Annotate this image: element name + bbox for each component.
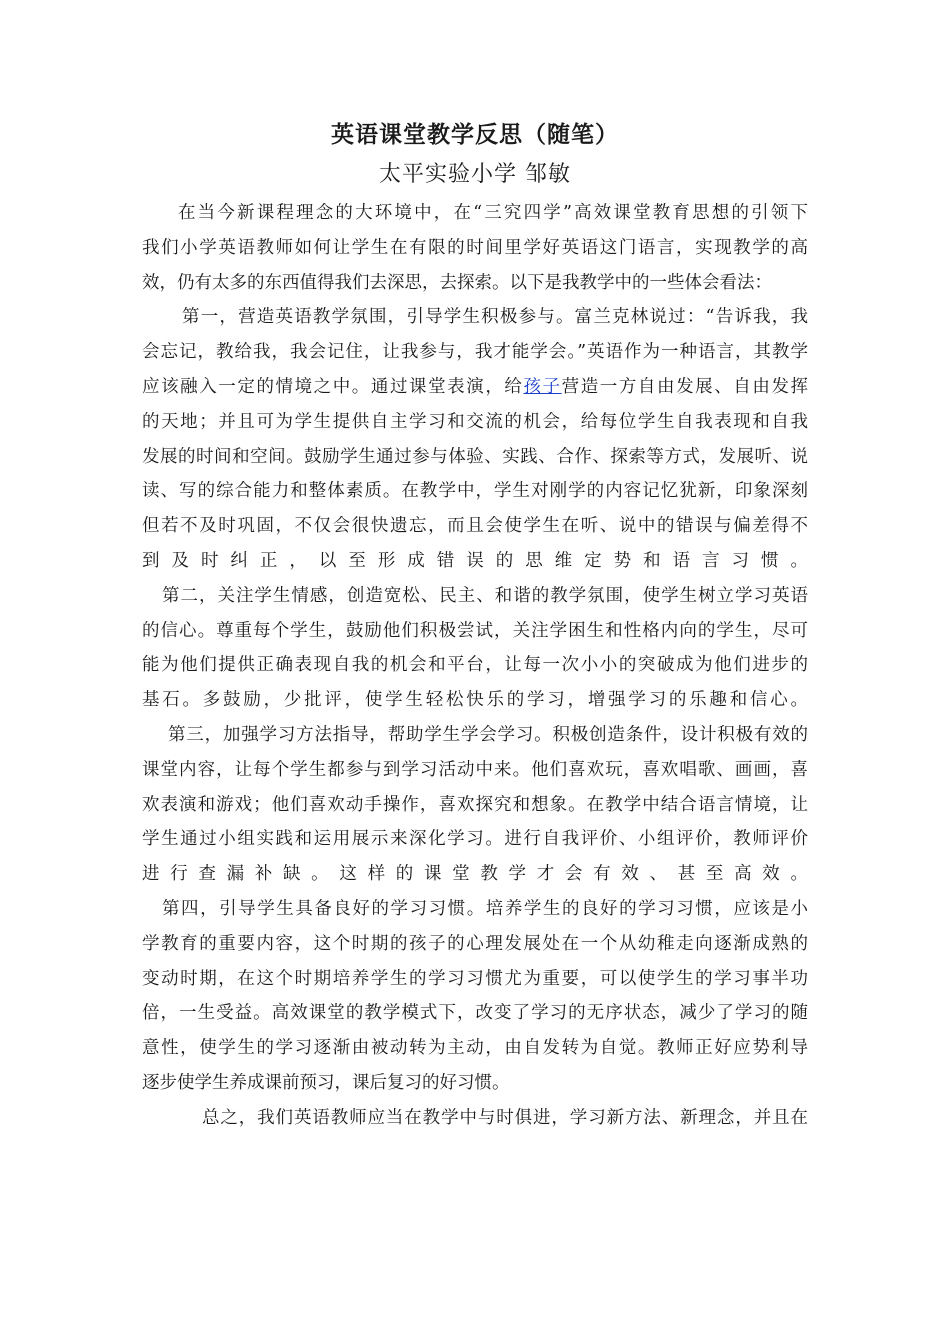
text-line bbox=[142, 370, 808, 405]
document-author: 太平实验小学 邹敏 bbox=[379, 162, 571, 187]
text-line: 但若不及时巩固，不仅会很快遗忘，而且会使学生在听、说中的错误与偏差得不 bbox=[142, 516, 808, 537]
text-line: 课堂内容，让每个学生都参与到学习活动中来。他们喜欢玩，喜欢唱歌、画画，喜 bbox=[142, 759, 808, 780]
text-line: 的天地；并且可为学生提供自主学习和交流的机会，给每位学生自我表现和自我 bbox=[142, 411, 808, 432]
line-text-after: 营造一方自由发展、自由发挥 bbox=[561, 376, 809, 397]
text-line: 我们小学英语教师如何让学生在有限的时间里学好英语这门语言，实现教学的高 bbox=[142, 237, 808, 258]
text-line: 第四，引导学生具备良好的学习习惯。培养学生的良好的学习习惯，应该是小 bbox=[162, 898, 808, 919]
text-line: 第一，营造英语教学氛围，引导学生积极参与。富兰克林说过：“告诉我，我 bbox=[182, 307, 808, 328]
text-line: 基石。多鼓励，少批评，使学生轻松快乐的学习，增强学习的乐趣和信心。 bbox=[142, 690, 808, 711]
text-line: 意性，使学生的学习逐渐由被动转为主动，由自发转为自觉。教师正好应势利导 bbox=[142, 1038, 808, 1059]
text-line: 学教育的重要内容，这个时期的孩子的心理发展处在一个从幼稚走向逐渐成熟的 bbox=[142, 933, 808, 954]
text-line: 倍，一生受益。高效课堂的教学模式下，改变了学习的无序状态，减少了学习的随 bbox=[142, 1003, 808, 1024]
text-line: 变动时期，在这个时期培养学生的学习习惯尤为重要，可以使学生的学习事半功 bbox=[142, 968, 808, 989]
text-line: 能为他们提供正确表现自我的机会和平台，让每一次小小的突破成为他们进步的 bbox=[142, 655, 808, 676]
text-line: 读、写的综合能力和整体素质。在教学中，学生对刚学的内容记忆犹新，印象深刻 bbox=[142, 481, 808, 502]
text-line: 进行查漏补缺。这样的课堂教学才会有效、甚至高效。 bbox=[142, 864, 808, 885]
line-text-before: 应该融入一定的情境之中。通过课堂表演，给 bbox=[142, 376, 524, 397]
text-line: 的信心。尊重每个学生，鼓励他们积极尝试，关注学困生和性格内向的学生，尽可 bbox=[142, 620, 808, 641]
text-line: 会忘记，教给我，我会记住，让我参与，我才能学会。”英语作为一种语言，其教学 bbox=[142, 342, 808, 363]
hyperlink-haizi[interactable]: 孩子 bbox=[523, 376, 562, 397]
document-body bbox=[142, 196, 808, 1136]
text-line: 到及时纠正，以至形成错误的思维定势和语言习惯。 bbox=[142, 550, 808, 571]
text-line: 效，仍有太多的东西值得我们去深思，去探索。以下是我教学中的一些体会看法： bbox=[142, 272, 772, 293]
document-title: 英语课堂教学反思（随笔） bbox=[331, 121, 619, 148]
text-line: 欢表演和游戏；他们喜欢动手操作，喜欢探究和想象。在教学中结合语言情境，让 bbox=[142, 794, 808, 815]
text-line: 第二，关注学生情感，创造宽松、民主、和谐的教学氛围，使学生树立学习英语 bbox=[162, 585, 808, 606]
text-line: 逐步使学生养成课前预习，课后复习的好习惯。 bbox=[142, 1072, 510, 1093]
text-line: 第三，加强学习方法指导，帮助学生学会学习。积极创造条件，设计积极有效的 bbox=[168, 724, 808, 745]
text-line: 学生通过小组实践和运用展示来深化学习。进行自我评价、小组评价，教师评价 bbox=[142, 829, 808, 850]
text-line: 在当今新课程理念的大环境中，在“三究四学”高效课堂教育思想的引领下 bbox=[178, 203, 808, 223]
text-line: 总之，我们英语教师应当在教学中与时俱进，学习新方法、新理念，并且在 bbox=[202, 1107, 808, 1128]
text-line: 发展的时间和空间。鼓励学生通过参与体验、实践、合作、探索等方式，发展听、说 bbox=[142, 446, 808, 467]
